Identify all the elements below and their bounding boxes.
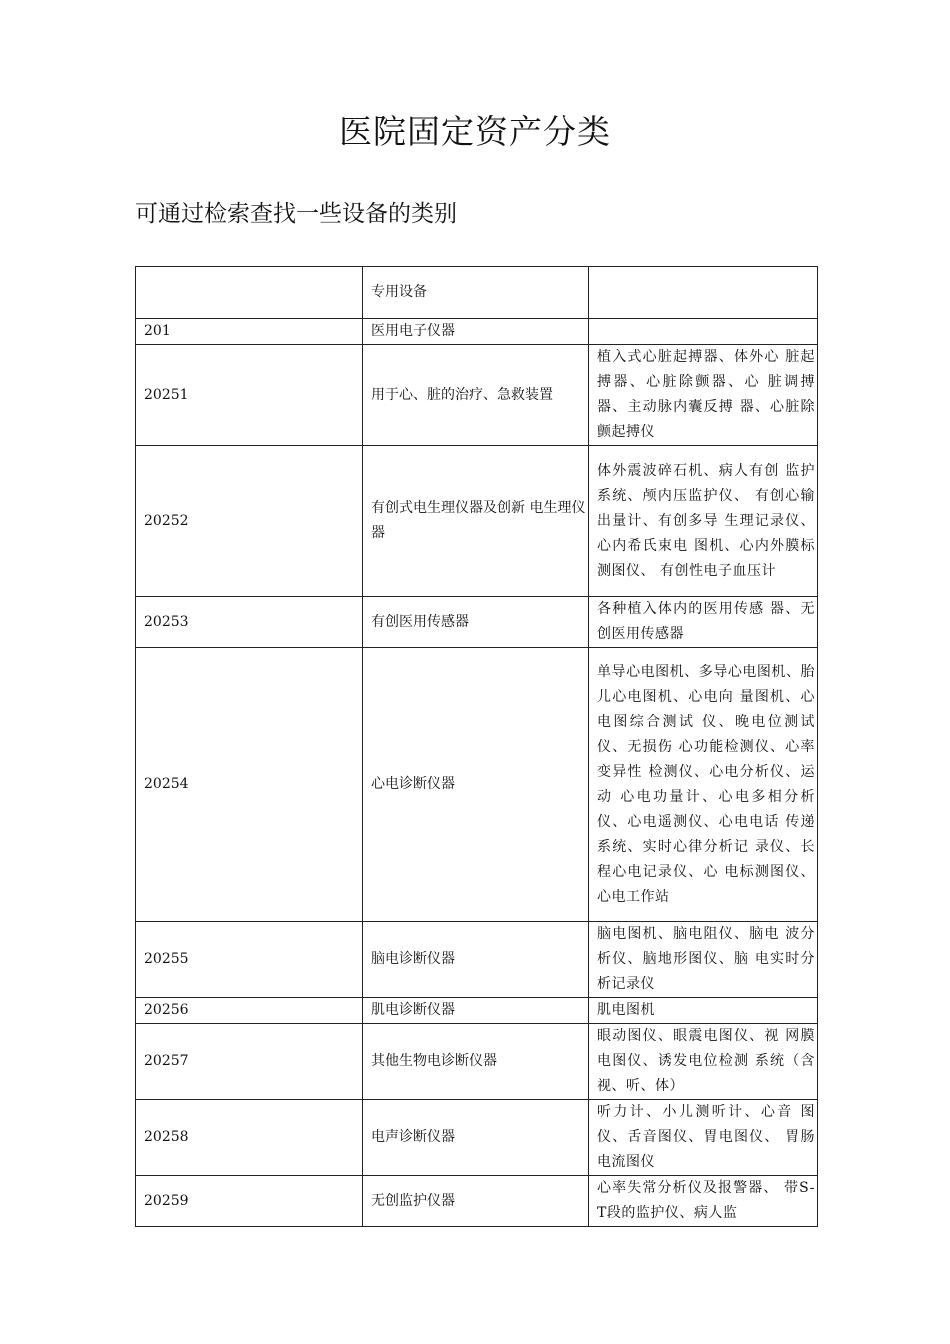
category-name-cell: 电声诊断仪器 xyxy=(363,1100,589,1176)
description-cell: 植入式心脏起搏器、体外心 脏起搏器、心脏除颤器、心 脏调搏器、主动脉内囊反搏 器、心脏除颤起搏仪 xyxy=(589,345,818,446)
asset-classification-table xyxy=(135,266,818,1227)
description-cell: 单导心电图机、多导心电图机、胎儿心电图机、心电向 量图机、心电图综合测试 仪、晚电位测试仪、无损伤 心功能检测仪、心率变异性 检测仪、心电分析仪、运动 心电功量计、心电多相分析 仪、心电遥测仪、心电电话 传递系统、实时心律分析记 录仪、长程心电记录仪、心 电标测图仪、心电工作站 xyxy=(589,648,818,922)
code-cell: 20259 xyxy=(136,1176,363,1227)
code-cell: 20256 xyxy=(136,998,363,1024)
table-row xyxy=(136,1176,818,1227)
category-name-cell: 其他生物电诊断仪器 xyxy=(363,1024,589,1100)
category-name-cell: 心电诊断仪器 xyxy=(363,648,589,922)
code-cell: 20254 xyxy=(136,648,363,922)
description-cell: 各种植入体内的医用传感 器、无创医用传感器 xyxy=(589,597,818,648)
category-name-cell: 医用电子仪器 xyxy=(363,319,589,345)
code-cell: 20258 xyxy=(136,1100,363,1176)
description-cell: 体外震波碎石机、病人有创 监护系统、颅内压监护仪、 有创心输出量计、有创多导 生理记录仪、心内希氏束电 图机、心内外膜标测图仪、 有创性电子血压计 xyxy=(589,446,818,597)
table-header-row xyxy=(136,267,818,319)
description-cell: 眼动图仪、眼震电图仪、视 网膜电图仪、诱发电位检测 系统（含视、听、体） xyxy=(589,1024,818,1100)
code-cell: 20253 xyxy=(136,597,363,648)
table-row xyxy=(136,345,818,446)
description-cell: 心率失常分析仪及报警器、 带S-T段的监护仪、病人监 xyxy=(589,1176,818,1227)
table-row xyxy=(136,319,818,345)
description-cell: 肌电图机 xyxy=(589,998,818,1024)
header-code-cell xyxy=(136,267,363,319)
code-cell: 20257 xyxy=(136,1024,363,1100)
header-name-cell: 专用设备 xyxy=(363,267,589,319)
category-name-cell: 有创医用传感器 xyxy=(363,597,589,648)
table-row xyxy=(136,597,818,648)
description-cell: 听力计、小儿测听计、心音 图仪、舌音图仪、胃电图仪、 胃肠电流图仪 xyxy=(589,1100,818,1176)
category-name-cell: 肌电诊断仪器 xyxy=(363,998,589,1024)
page-title: 医院固定资产分类 xyxy=(339,112,611,151)
category-name-cell: 无创监护仪器 xyxy=(363,1176,589,1227)
description-cell xyxy=(589,319,818,345)
code-cell: 201 xyxy=(136,319,363,345)
code-cell: 20255 xyxy=(136,922,363,998)
header-desc-cell xyxy=(589,267,818,319)
table-row xyxy=(136,998,818,1024)
category-name-cell: 有创式电生理仪器及创新 电生理仪器 xyxy=(363,446,589,597)
category-name-cell: 用于心、脏的治疗、急救装置 xyxy=(363,345,589,446)
code-cell: 20251 xyxy=(136,345,363,446)
table-row xyxy=(136,922,818,998)
table-row xyxy=(136,1024,818,1100)
category-name-cell: 脑电诊断仪器 xyxy=(363,922,589,998)
table-row xyxy=(136,648,818,922)
table-row xyxy=(136,1100,818,1176)
table-row xyxy=(136,446,818,597)
code-cell: 20252 xyxy=(136,446,363,597)
description-cell: 脑电图机、脑电阻仪、脑电 波分析仪、脑地形图仪、脑 电实时分析记录仪 xyxy=(589,922,818,998)
page-subtitle: 可通过检索查找一些设备的类别 xyxy=(135,201,457,227)
